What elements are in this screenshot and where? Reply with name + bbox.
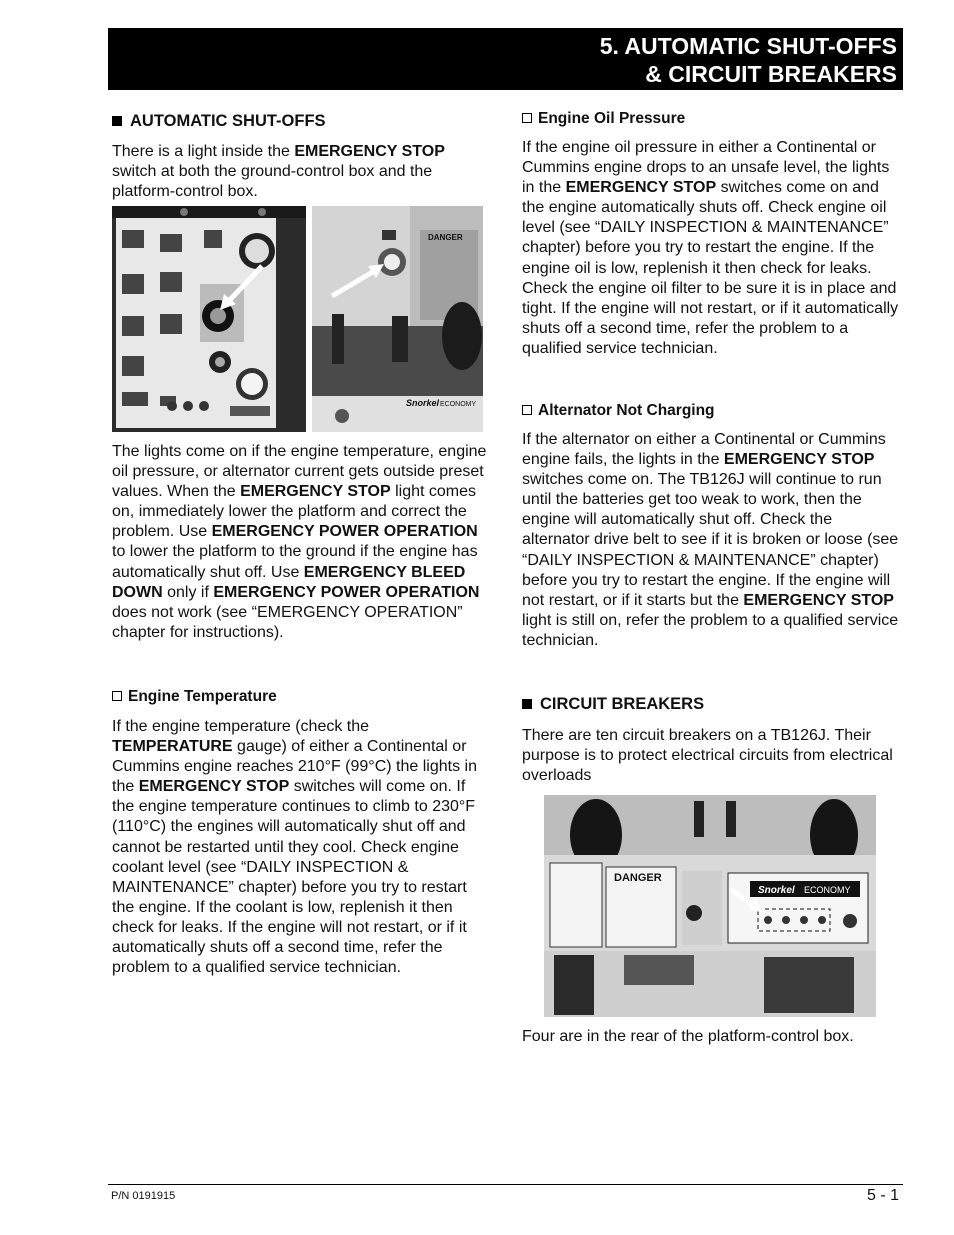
svg-text:Snorkel: Snorkel [406,398,440,408]
page-number: 5 - 1 [866,1187,899,1204]
square-bullet-icon [522,699,532,709]
subheading-alternator: Alternator Not Charging [522,402,715,420]
chapter-title-line1: 5. AUTOMATIC SHUT-OFFS [599,33,897,59]
oil-pressure-paragraph: If the engine oil pressure in either a Continental or Cummins engine drops to an unsafe level, the lights in the EMERGENCY STOP switches come on and the engine automatically shuts off. Check engine oil level (see “DAILY INSPECTION & MAINTENANCE” chapter) before you try to restart the engine. If the engine oil is low, replenish it then check for leaks. Check the engine oil filter to be sure it is in place and tight. If the engine will not restart, or if it automatically shuts off a second time, refer the problem to a qualified service technician. [522,139,899,357]
subheading-oil-pressure: Engine Oil Pressure [522,110,685,128]
checkbox-bullet-icon [112,691,122,701]
chapter-header [108,28,903,90]
svg-text:DANGER: DANGER [428,233,463,242]
intro-paragraph: There is a light inside the EMERGENCY STOP switch at both the ground-control box and the platform-control box. [112,143,445,201]
circuit-breakers-paragraph: There are ten circuit breakers on a TB126J. Their purpose is to protect electrical circuits from electrical overloads [522,727,893,785]
lights-paragraph: The lights come on if the engine temperature, engine oil pressure, or alternator current gets outside preset values. When the EMERGENCY STOP light comes on, immediately lower the platform and correct the problem. Use EMERGENCY POWER OPERATION to lower the platform to the ground if the engine has automatically shut off. Use EMERGENCY BLEED DOWN only if EMERGENCY POWER OPERATION does not work (see “EMERGENCY OPERATION” chapter for instructions). [112,443,487,641]
chapter-title-line2: & CIRCUIT BREAKERS [645,61,897,87]
part-number: P/N 0191915 [111,1190,176,1202]
checkbox-bullet-icon [522,113,532,123]
svg-text:ECONOMY: ECONOMY [804,885,851,895]
square-bullet-icon [112,116,122,126]
alternator-paragraph: If the alternator on either a Continental or Cummins engine fails, the lights in the EMERGENCY STOP switches come on. The TB126J will continue to run until the batteries get too weak to work, then the engine will automatically shut off. Check the alternator drive belt to see if it is broken or loose (see “DAILY INSPECTION & MAINTENANCE” chapter) before you try to restart the engine. If the engine will not restart, or if it starts but the EMERGENCY STOP light is still on, refer the problem to a qualified service technician. [522,431,899,649]
subheading-engine-temperature: Engine Temperature [112,688,277,706]
circuit-breaker-photo [544,795,876,1017]
svg-text:Snorkel: Snorkel [758,885,795,896]
platform-control-box-photo [312,206,483,432]
ground-control-box-photo [112,206,306,432]
svg-text:ECONOMY: ECONOMY [440,401,477,408]
section-heading-shutoffs: AUTOMATIC SHUT-OFFS [112,112,326,131]
checkbox-bullet-icon [522,405,532,415]
temperature-paragraph: If the engine temperature (check the TEMPERATURE gauge) of either a Continental or Cummins engine reaches 210°F (99°C) the lights in the EMERGENCY STOP switches will come on. If the engine temperature continues to climb to 230°F (110°C) the engines will automatically shut off and cannot be restarted until they cool. Check engine coolant level (see “DAILY INSPECTION & MAINTENANCE” chapter) before you try to restart the engine. If the coolant is low, replenish it then check for leaks. If the engine will not restart, or if it automatically shuts off a second time, refer the problem to a qualified service technician. [112,718,477,977]
section-heading-circuit-breakers: CIRCUIT BREAKERS [522,695,704,714]
footer-rule [108,1184,903,1185]
svg-text:DANGER: DANGER [614,872,662,884]
figure-caption: Four are in the rear of the platform-control box. [522,1028,854,1045]
